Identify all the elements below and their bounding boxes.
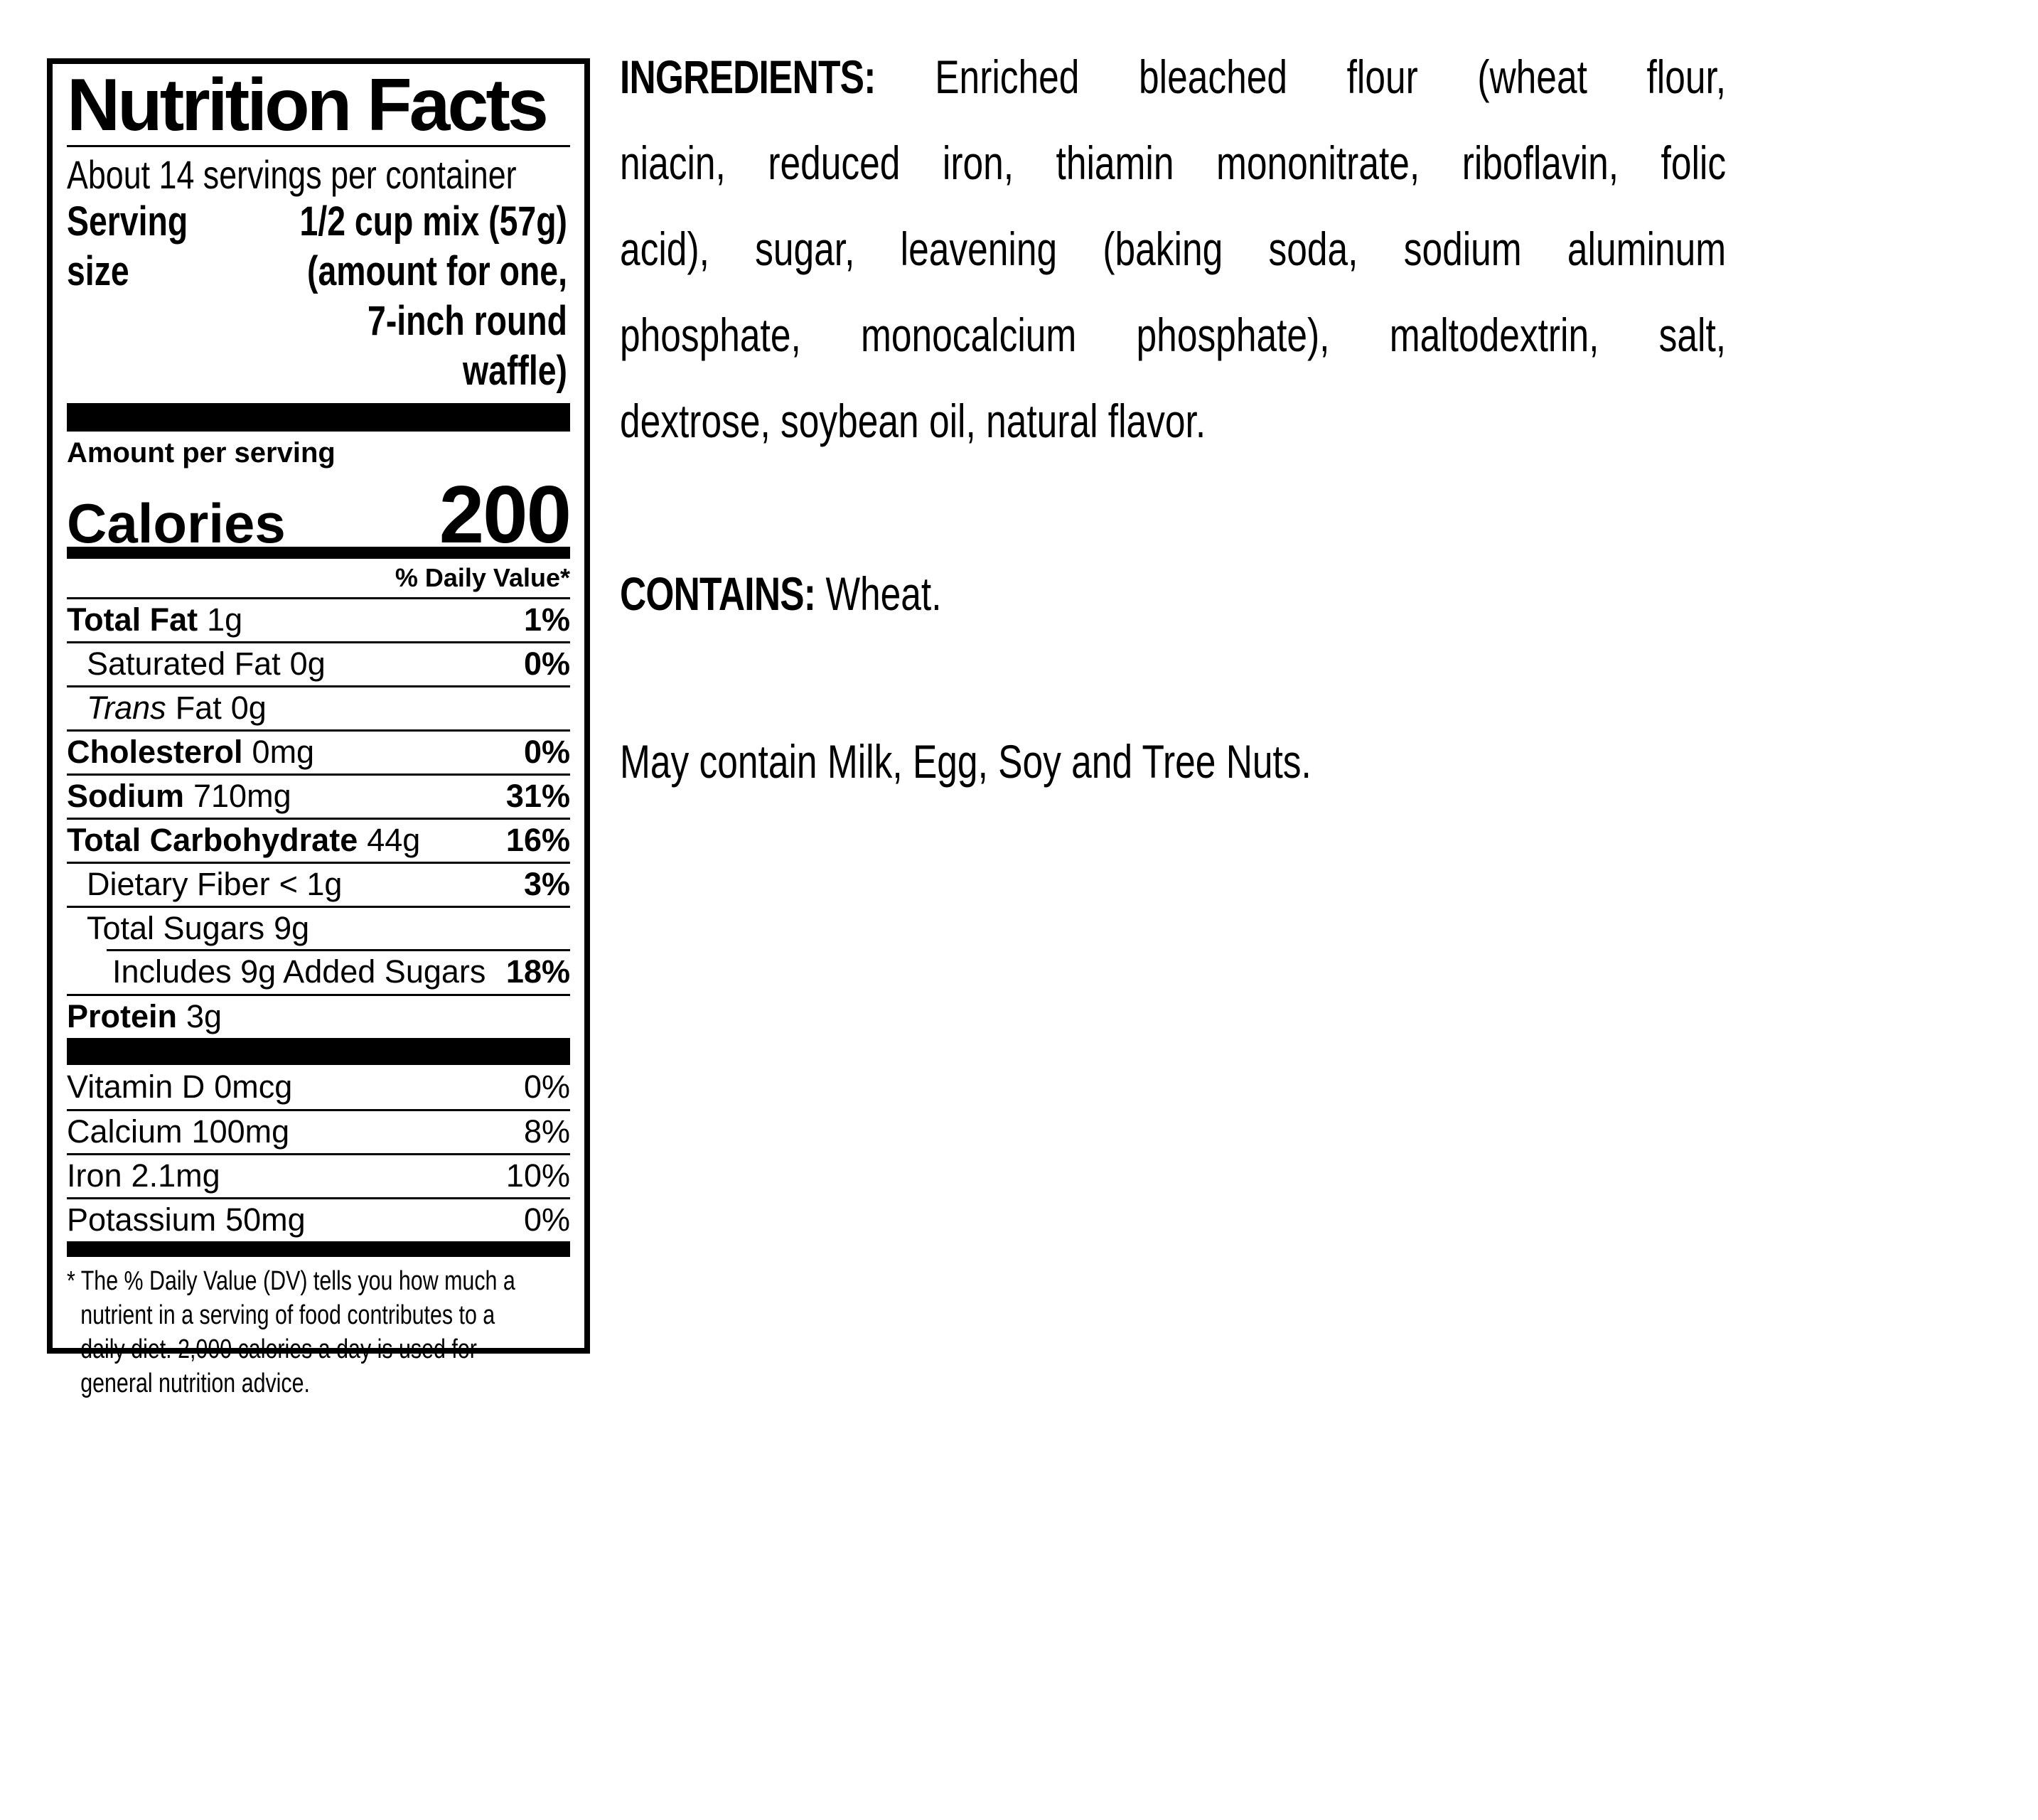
micronutrient-row-calcium	[67, 1109, 570, 1153]
nutrient-dv: 0%	[523, 734, 570, 771]
micronutrient-row-iron	[67, 1153, 570, 1197]
nutrient-amount: 100mg	[191, 1113, 290, 1150]
nutrient-amount: 0mg	[252, 734, 315, 771]
nutrient-row-added-sugars	[67, 950, 570, 994]
ingredients-line-2: niacin, reduced iron, thiamin mononitrate, riboflavin, folic	[620, 136, 1727, 189]
nutrient-row-total-carbohydrate	[67, 818, 570, 862]
ingredients-line-5: dextrose, soybean oil, natural flavor.	[620, 395, 1206, 447]
divider-bar-micros	[67, 1038, 570, 1065]
footnote-line-4: general nutrition advice.	[80, 1368, 310, 1398]
nutrient-amount: 0g	[289, 646, 326, 682]
amount-per-serving-label: Amount per serving	[67, 437, 336, 469]
nutrient-name: Total Fat	[67, 601, 198, 638]
nutrient-dv: 0%	[523, 1068, 570, 1105]
nutrient-dv: 0%	[523, 646, 570, 682]
nutrient-row-saturated-fat	[67, 641, 570, 685]
nutrient-name: Potassium	[67, 1201, 217, 1238]
nutrient-name: Total Sugars	[87, 910, 265, 947]
divider-bar-top	[67, 403, 570, 432]
footnote	[67, 1257, 567, 1401]
nutrient-dv: 16%	[505, 822, 570, 859]
serving-size-label: Serving size	[67, 198, 188, 294]
divider-bar-footnote	[67, 1241, 570, 1257]
nutrient-dv: 18%	[505, 953, 570, 990]
nutrient-name-italic: Trans	[87, 690, 166, 727]
ingredients-line-1	[620, 34, 1726, 120]
footnote-line-2: nutrient in a serving of food contributes to a	[80, 1300, 495, 1330]
ingredients-section	[620, 34, 1726, 464]
nutrient-dv: 10%	[505, 1157, 570, 1194]
nutrient-name: Iron	[67, 1157, 122, 1194]
serving-info-section	[67, 153, 567, 396]
nutrient-name: Vitamin D	[67, 1068, 205, 1105]
serving-size-row	[67, 197, 567, 396]
nutrient-name: Calcium	[67, 1113, 183, 1150]
contains-line	[620, 562, 2038, 626]
nutrient-amount: 2.1mg	[131, 1157, 220, 1194]
nutrient-row-total-sugars	[67, 906, 570, 950]
nutrient-amount: 50mg	[225, 1201, 306, 1238]
nutrient-name: Protein	[67, 998, 178, 1035]
nutrient-row-sodium	[67, 774, 570, 818]
nutrient-row-cholesterol	[67, 729, 570, 774]
may-contain-line	[620, 729, 2038, 793]
nutrient-name: Fat	[175, 690, 222, 727]
serving-size-line-1: 1/2 cup mix (57g)	[299, 198, 567, 245]
nutrient-row-dietary-fiber	[67, 862, 570, 906]
footnote-line-1: * The % Daily Value (DV) tells you how much a	[67, 1265, 515, 1296]
nutrition-facts-label	[47, 58, 590, 1398]
ingredients-line-4: phosphate, monocalcium phosphate), maltodextrin, salt,	[620, 309, 1727, 361]
calories-label: Calories	[67, 491, 286, 555]
serving-size-line-2: (amount for one,	[306, 247, 567, 294]
nutrient-name: Total Carbohydrate	[67, 822, 358, 859]
contains-heading: CONTAINS:	[620, 567, 816, 620]
label-title: Nutrition Facts	[67, 64, 546, 146]
contains-text: Wheat.	[825, 567, 942, 620]
ingredients-line-3: acid), sugar, leavening (baking soda, sodium aluminum	[620, 223, 1727, 275]
may-contain-text: May contain Milk, Egg, Soy and Tree Nuts.	[620, 735, 1312, 788]
nutrient-amount: 0g	[230, 690, 267, 727]
ingredients-heading: INGREDIENTS:	[620, 50, 876, 103]
ingredients-text: Enriched bleached flour (wheat flour,	[935, 50, 1727, 103]
nutrient-dv: 0%	[523, 1201, 570, 1238]
nutrient-dv: 31%	[505, 778, 570, 815]
nutrient-amount: 9g	[274, 910, 310, 947]
nutrient-amount: < 1g	[279, 866, 343, 903]
serving-size-value	[257, 197, 567, 396]
footnote-line-3: daily diet. 2,000 calories a day is used for	[80, 1334, 477, 1364]
nutrient-dv: 8%	[523, 1113, 570, 1150]
daily-value-header: % Daily Value*	[395, 562, 570, 592]
nutrient-amount: 0mcg	[214, 1068, 293, 1105]
nutrient-name: Dietary Fiber	[87, 866, 270, 903]
nutrient-amount: 1g	[207, 601, 243, 638]
micronutrient-row-vitamin-d	[67, 1065, 570, 1109]
nutrient-dv: 1%	[523, 601, 570, 638]
servings-per-container: About 14 servings per container	[67, 151, 517, 197]
nutrient-row-trans-fat	[67, 685, 570, 729]
nutrient-amount: 44g	[367, 822, 421, 859]
calories-row	[67, 469, 570, 560]
nutrient-amount: 710mg	[193, 778, 291, 815]
nutrient-row-total-fat	[67, 597, 570, 641]
nutrient-name: Saturated Fat	[87, 646, 281, 682]
nutrient-name: Includes 9g Added Sugars	[112, 953, 486, 990]
serving-size-line-3: 7-inch round waffle)	[368, 297, 567, 394]
nutrient-amount: 3g	[186, 998, 222, 1035]
nutrient-dv: 3%	[523, 866, 570, 903]
nutrient-name: Sodium	[67, 778, 184, 815]
nutrient-row-protein	[67, 994, 570, 1038]
nutrient-name: Cholesterol	[67, 734, 243, 771]
calories-value: 200	[439, 469, 570, 560]
micronutrient-row-potassium	[67, 1197, 570, 1241]
